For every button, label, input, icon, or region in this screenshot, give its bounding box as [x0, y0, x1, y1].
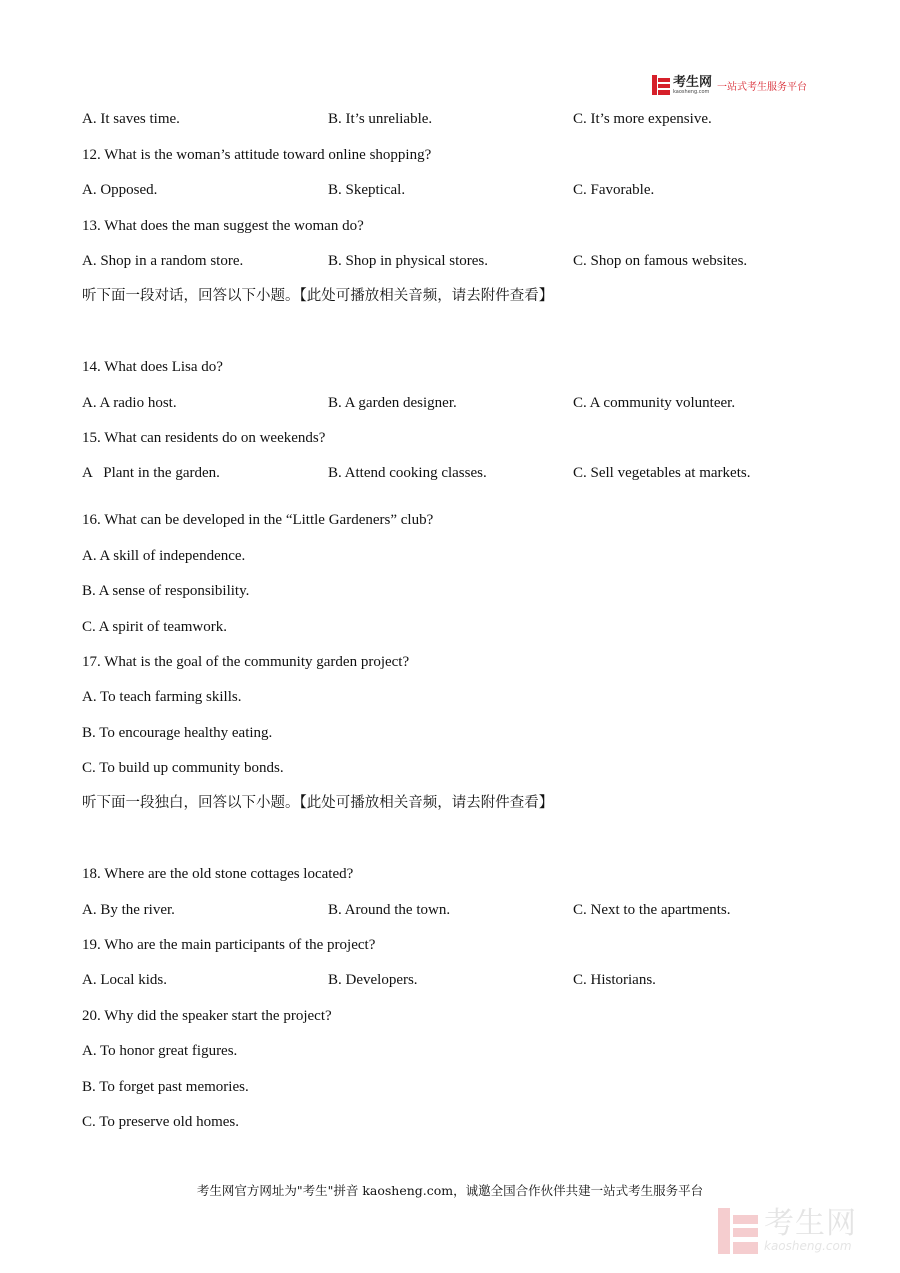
q18-option-b: B. Around the town. — [328, 902, 451, 918]
q19-option-a: A. Local kids. — [82, 972, 167, 988]
q20-option-c: C. To preserve old homes. — [82, 1114, 239, 1130]
q15-option-a: A Plant in the garden. — [82, 465, 220, 481]
logo-name: 考生网 — [673, 74, 713, 90]
monologue-instruction: 听下面一段独白，回答以下小题。【此处可播放相关音频，请去附件查看】 — [82, 795, 554, 811]
q15-option-b: B. Attend cooking classes. — [328, 465, 487, 481]
q16-question: 16. What can be developed in the “Little Gardeners” club? — [82, 512, 434, 528]
q12-question: 12. What is the woman’s attitude toward online shopping? — [82, 147, 432, 163]
q12-option-c: C. Favorable. — [573, 182, 655, 198]
q16-option-c: C. A spirit of teamwork. — [82, 619, 227, 635]
q19-question: 19. Who are the main participants of the project? — [82, 937, 376, 953]
page-footer — [0, 1183, 900, 1199]
kaosheng-logo-icon — [652, 75, 670, 95]
dialogue-instruction: 听下面一段对话，回答以下小题。【此处可播放相关音频，请去附件查看】 — [82, 288, 554, 304]
footer-text[interactable]: 考生网官方网址为"考生"拼音 kaosheng.com，诚邀全国合作伙伴共建一站式考生服务平台 — [196, 1183, 704, 1198]
q20-option-b: B. To forget past memories. — [82, 1079, 249, 1095]
logo-url: kaosheng.com — [673, 88, 710, 95]
q20-option-a: A. To honor great figures. — [82, 1043, 238, 1059]
q12-option-a: A. Opposed. — [82, 182, 158, 198]
q13-option-a: A. Shop in a random store. — [82, 253, 244, 269]
q20-question: 20. Why did the speaker start the project? — [82, 1008, 332, 1024]
q14-option-c: C. A community volunteer. — [573, 395, 736, 411]
q18-option-a: A. By the river. — [82, 902, 175, 918]
logo-slogan: 一站式考生服务平台 — [717, 81, 808, 93]
kaosheng-watermark-icon — [718, 1208, 758, 1254]
watermark-url: kaosheng.com — [764, 1239, 852, 1253]
q16-option-a: A. A skill of independence. — [82, 548, 246, 564]
q11-option-c: C. It’s more expensive. — [573, 111, 712, 127]
q17-option-a: A. To teach farming skills. — [82, 689, 242, 705]
q16-option-b: B. A sense of responsibility. — [82, 583, 250, 599]
q19-option-b: B. Developers. — [328, 972, 418, 988]
q14-question: 14. What does Lisa do? — [82, 359, 223, 375]
q18-option-c: C. Next to the apartments. — [573, 902, 731, 918]
watermark — [718, 1208, 857, 1254]
q14-option-a: A. A radio host. — [82, 395, 177, 411]
q13-option-b: B. Shop in physical stores. — [328, 253, 488, 269]
q17-option-c: C. To build up community bonds. — [82, 760, 284, 776]
q14-option-b: B. A garden designer. — [328, 395, 457, 411]
q12-option-b: B. Skeptical. — [328, 182, 406, 198]
q15-option-c: C. Sell vegetables at markets. — [573, 465, 751, 481]
q15-question: 15. What can residents do on weekends? — [82, 430, 326, 446]
q17-option-b: B. To encourage healthy eating. — [82, 725, 273, 741]
watermark-name: 考生网 — [764, 1206, 857, 1241]
q11-option-a: A. It saves time. — [82, 111, 180, 127]
q19-option-c: C. Historians. — [573, 972, 656, 988]
q13-option-c: C. Shop on famous websites. — [573, 253, 748, 269]
q13-question: 13. What does the man suggest the woman do? — [82, 218, 364, 234]
q17-question: 17. What is the goal of the community garden project? — [82, 654, 410, 670]
header-logo[interactable] — [652, 73, 807, 97]
q11-option-b: B. It’s unreliable. — [328, 111, 433, 127]
q18-question: 18. Where are the old stone cottages located? — [82, 866, 354, 882]
